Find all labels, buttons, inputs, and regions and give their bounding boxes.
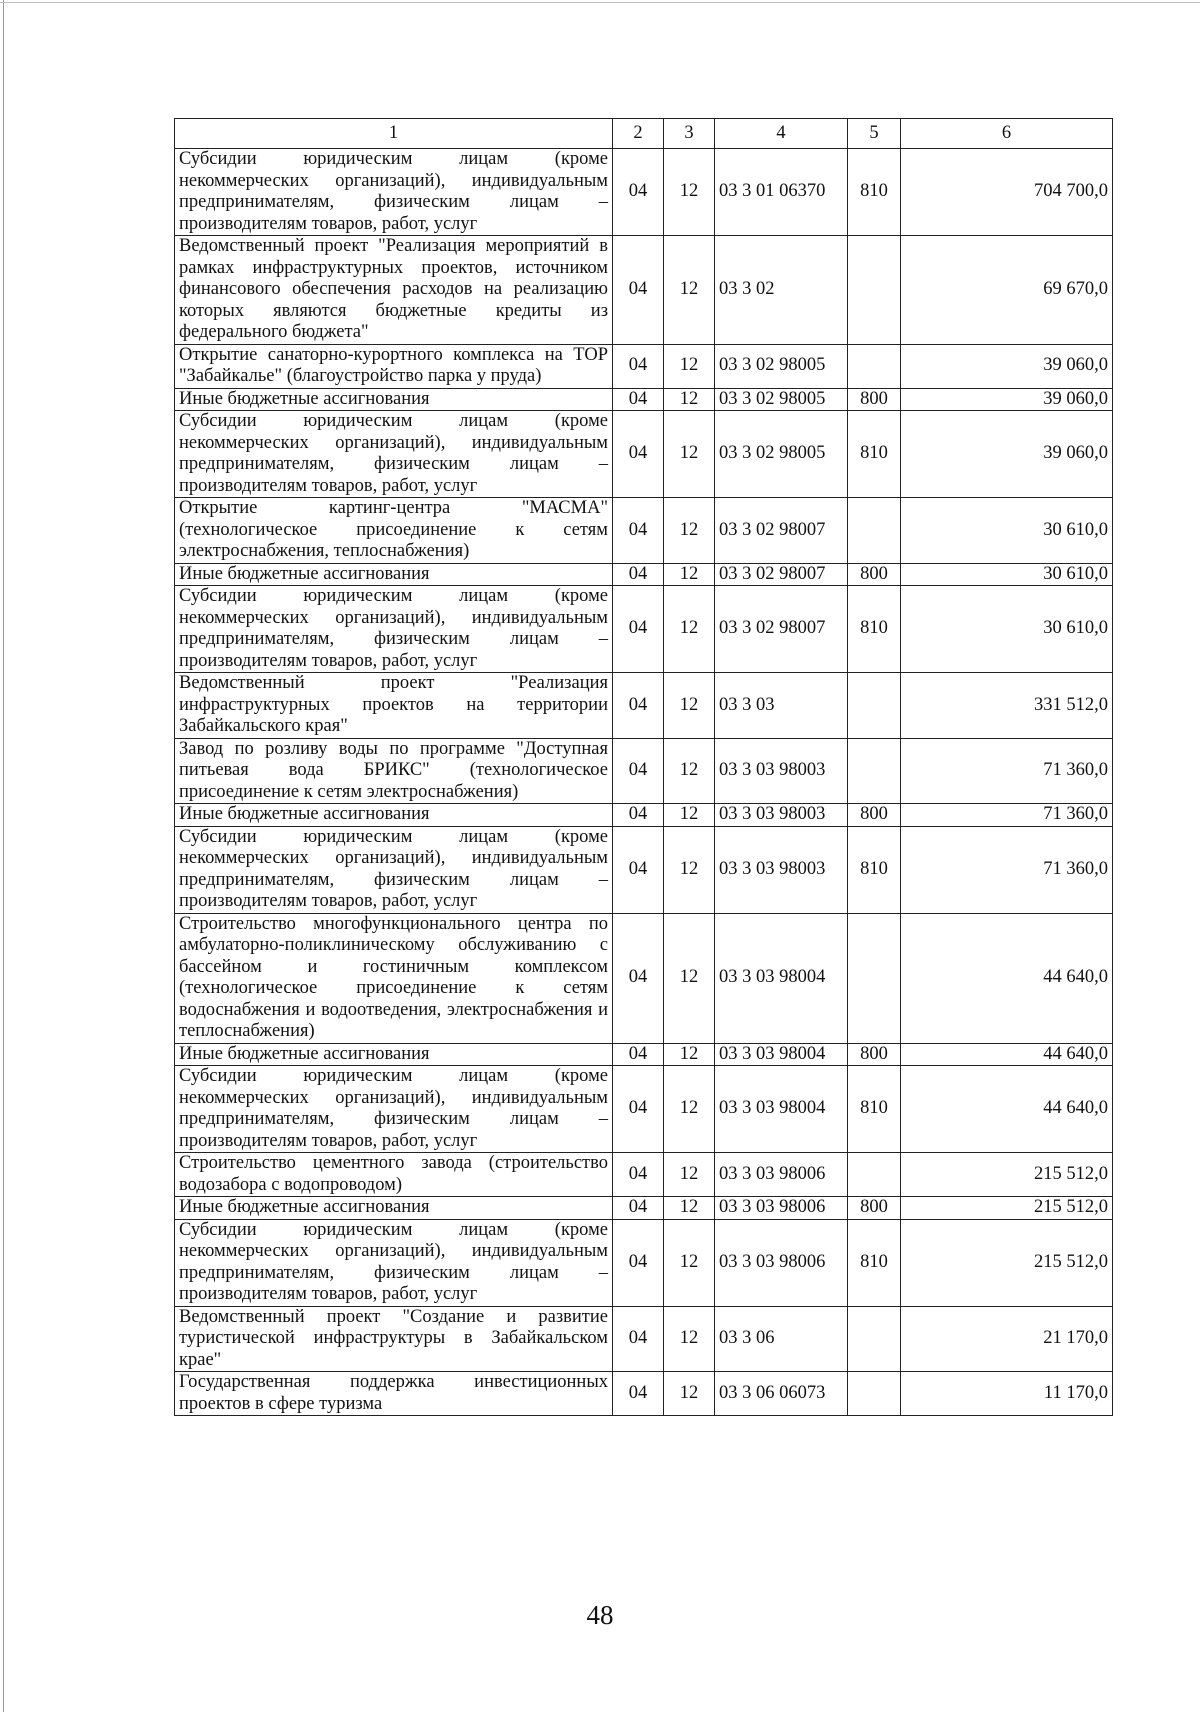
- row-name-cell: Строительство многофункционального центра по амбулаторно-поликлиническому обслуживанию с бассейном и гостиничным комплексом (технологическое присоединение к сетям водоснабжения и водоотведения, электроснабжения и теплоснабжения): [175, 913, 613, 1043]
- table-row: [175, 411, 1113, 498]
- row-name-cell: Субсидии юридическим лицам (кроме некоммерческих организаций), индивидуальным предпринимателям, физическим лицам – производителям товаров, работ, услуг: [175, 586, 613, 673]
- budget-table: [174, 118, 1113, 1416]
- section-cell: 04: [613, 1197, 664, 1220]
- table-header-row: [175, 119, 1113, 149]
- subsection-cell: 12: [664, 344, 715, 388]
- section-cell: 04: [613, 388, 664, 411]
- expense-type-cell: [848, 1306, 901, 1372]
- target-article-cell: 03 3 03 98004: [715, 913, 848, 1043]
- table-row: [175, 1066, 1113, 1153]
- row-name-cell: Иные бюджетные ассигнования: [175, 1197, 613, 1220]
- header-cell: 5: [848, 119, 901, 149]
- expense-type-cell: 800: [848, 563, 901, 586]
- scan-edge-left: [3, 0, 4, 1712]
- amount-cell: 30 610,0: [901, 498, 1113, 564]
- amount-cell: 331 512,0: [901, 673, 1113, 739]
- expense-type-cell: 810: [848, 411, 901, 498]
- expense-type-cell: [848, 1372, 901, 1416]
- section-cell: 04: [613, 236, 664, 345]
- amount-cell: 44 640,0: [901, 913, 1113, 1043]
- table-body: [175, 149, 1113, 1416]
- amount-cell: 71 360,0: [901, 804, 1113, 827]
- expense-type-cell: 800: [848, 1043, 901, 1066]
- table-row: [175, 1372, 1113, 1416]
- expense-type-cell: [848, 1153, 901, 1197]
- section-cell: 04: [613, 1043, 664, 1066]
- amount-cell: 39 060,0: [901, 388, 1113, 411]
- table-row: [175, 344, 1113, 388]
- section-cell: 04: [613, 826, 664, 913]
- expense-type-cell: [848, 738, 901, 804]
- table-row: [175, 586, 1113, 673]
- expense-type-cell: [848, 913, 901, 1043]
- section-cell: 04: [613, 344, 664, 388]
- amount-cell: 21 170,0: [901, 1306, 1113, 1372]
- target-article-cell: 03 3 03 98004: [715, 1066, 848, 1153]
- row-name-cell: Иные бюджетные ассигнования: [175, 563, 613, 586]
- subsection-cell: 12: [664, 1153, 715, 1197]
- row-name-cell: Субсидии юридическим лицам (кроме некоммерческих организаций), индивидуальным предпринимателям, физическим лицам – производителям товаров, работ, услуг: [175, 149, 613, 236]
- section-cell: 04: [613, 586, 664, 673]
- row-name-cell: Государственная поддержка инвестиционных проектов в сфере туризма: [175, 1372, 613, 1416]
- section-cell: 04: [613, 498, 664, 564]
- table-row: [175, 1219, 1113, 1306]
- amount-cell: 30 610,0: [901, 563, 1113, 586]
- section-cell: 04: [613, 1219, 664, 1306]
- target-article-cell: 03 3 03: [715, 673, 848, 739]
- row-name-cell: Открытие санаторно-курортного комплекса на ТОР "Забайкалье" (благоустройство парка у пруда): [175, 344, 613, 388]
- row-name-cell: Иные бюджетные ассигнования: [175, 388, 613, 411]
- row-name-cell: Ведомственный проект "Реализация мероприятий в рамках инфраструктурных проектов, источником финансового обеспечения расходов на реализацию которых являются бюджетные кредиты из федерального бюджета": [175, 236, 613, 345]
- table-row: [175, 913, 1113, 1043]
- amount-cell: 11 170,0: [901, 1372, 1113, 1416]
- amount-cell: 215 512,0: [901, 1197, 1113, 1220]
- amount-cell: 215 512,0: [901, 1219, 1113, 1306]
- row-name-cell: Завод по розливу воды по программе "Доступная питьевая вода БРИКС" (технологическое присоединение к сетям электроснабжения): [175, 738, 613, 804]
- table-row: [175, 1153, 1113, 1197]
- header-cell: 1: [175, 119, 613, 149]
- header-cell: 6: [901, 119, 1113, 149]
- amount-cell: 39 060,0: [901, 344, 1113, 388]
- subsection-cell: 12: [664, 913, 715, 1043]
- subsection-cell: 12: [664, 1372, 715, 1416]
- target-article-cell: 03 3 02 98007: [715, 498, 848, 564]
- header-cell: 3: [664, 119, 715, 149]
- target-article-cell: 03 3 01 06370: [715, 149, 848, 236]
- row-name-cell: Иные бюджетные ассигнования: [175, 804, 613, 827]
- target-article-cell: 03 3 02 98005: [715, 411, 848, 498]
- row-name-cell: Строительство цементного завода (строительство водозабора с водопроводом): [175, 1153, 613, 1197]
- table-row: [175, 498, 1113, 564]
- amount-cell: 704 700,0: [901, 149, 1113, 236]
- section-cell: 04: [613, 1153, 664, 1197]
- amount-cell: 71 360,0: [901, 826, 1113, 913]
- target-article-cell: 03 3 03 98003: [715, 804, 848, 827]
- subsection-cell: 12: [664, 1306, 715, 1372]
- expense-type-cell: 810: [848, 1219, 901, 1306]
- amount-cell: 39 060,0: [901, 411, 1113, 498]
- expense-type-cell: [848, 236, 901, 345]
- subsection-cell: 12: [664, 586, 715, 673]
- table-row: [175, 1306, 1113, 1372]
- subsection-cell: 12: [664, 411, 715, 498]
- subsection-cell: 12: [664, 236, 715, 345]
- section-cell: 04: [613, 149, 664, 236]
- subsection-cell: 12: [664, 1219, 715, 1306]
- target-article-cell: 03 3 03 98003: [715, 826, 848, 913]
- row-name-cell: Субсидии юридическим лицам (кроме некоммерческих организаций), индивидуальным предпринимателям, физическим лицам – производителям товаров, работ, услуг: [175, 411, 613, 498]
- section-cell: 04: [613, 1306, 664, 1372]
- target-article-cell: 03 3 02: [715, 236, 848, 345]
- page-number: 48: [586, 1600, 614, 1630]
- section-cell: 04: [613, 411, 664, 498]
- subsection-cell: 12: [664, 563, 715, 586]
- row-name-cell: Ведомственный проект "Реализация инфраструктурных проектов на территории Забайкальского края": [175, 673, 613, 739]
- expense-type-cell: 810: [848, 826, 901, 913]
- table-row: [175, 388, 1113, 411]
- expense-type-cell: 810: [848, 149, 901, 236]
- expense-type-cell: [848, 673, 901, 739]
- target-article-cell: 03 3 02 98005: [715, 388, 848, 411]
- amount-cell: 44 640,0: [901, 1066, 1113, 1153]
- subsection-cell: 12: [664, 149, 715, 236]
- target-article-cell: 03 3 03 98006: [715, 1153, 848, 1197]
- section-cell: 04: [613, 673, 664, 739]
- target-article-cell: 03 3 02 98007: [715, 563, 848, 586]
- header-cell: 2: [613, 119, 664, 149]
- header-cell: 4: [715, 119, 848, 149]
- subsection-cell: 12: [664, 388, 715, 411]
- table-row: [175, 1043, 1113, 1066]
- section-cell: 04: [613, 563, 664, 586]
- amount-cell: 69 670,0: [901, 236, 1113, 345]
- expense-type-cell: [848, 344, 901, 388]
- section-cell: 04: [613, 1372, 664, 1416]
- amount-cell: 215 512,0: [901, 1153, 1113, 1197]
- table-row: [175, 236, 1113, 345]
- amount-cell: 30 610,0: [901, 586, 1113, 673]
- expense-type-cell: 800: [848, 804, 901, 827]
- target-article-cell: 03 3 03 98004: [715, 1043, 848, 1066]
- subsection-cell: 12: [664, 738, 715, 804]
- subsection-cell: 12: [664, 1066, 715, 1153]
- table-row: [175, 738, 1113, 804]
- expense-type-cell: 810: [848, 586, 901, 673]
- target-article-cell: 03 3 02 98005: [715, 344, 848, 388]
- target-article-cell: 03 3 02 98007: [715, 586, 848, 673]
- subsection-cell: 12: [664, 498, 715, 564]
- row-name-cell: Открытие картинг-центра "МАСМА" (технологическое присоединение к сетям электроснабжения, теплоснабжения): [175, 498, 613, 564]
- subsection-cell: 12: [664, 1197, 715, 1220]
- subsection-cell: 12: [664, 826, 715, 913]
- section-cell: 04: [613, 738, 664, 804]
- expense-type-cell: [848, 498, 901, 564]
- expense-type-cell: 800: [848, 1197, 901, 1220]
- target-article-cell: 03 3 03 98003: [715, 738, 848, 804]
- target-article-cell: 03 3 06 06073: [715, 1372, 848, 1416]
- table-row: [175, 1197, 1113, 1220]
- row-name-cell: Субсидии юридическим лицам (кроме некоммерческих организаций), индивидуальным предпринимателям, физическим лицам – производителям товаров, работ, услуг: [175, 1066, 613, 1153]
- expense-type-cell: 800: [848, 388, 901, 411]
- row-name-cell: Субсидии юридическим лицам (кроме некоммерческих организаций), индивидуальным предпринимателям, физическим лицам – производителям товаров, работ, услуг: [175, 826, 613, 913]
- table-row: [175, 804, 1113, 827]
- table-row: [175, 826, 1113, 913]
- amount-cell: 44 640,0: [901, 1043, 1113, 1066]
- subsection-cell: 12: [664, 673, 715, 739]
- row-name-cell: Субсидии юридическим лицам (кроме некоммерческих организаций), индивидуальным предпринимателям, физическим лицам – производителям товаров, работ, услуг: [175, 1219, 613, 1306]
- row-name-cell: Ведомственный проект "Создание и развитие туристической инфраструктуры в Забайкальском крае": [175, 1306, 613, 1372]
- subsection-cell: 12: [664, 1043, 715, 1066]
- section-cell: 04: [613, 913, 664, 1043]
- target-article-cell: 03 3 06: [715, 1306, 848, 1372]
- table-row: [175, 673, 1113, 739]
- section-cell: 04: [613, 1066, 664, 1153]
- expense-type-cell: 810: [848, 1066, 901, 1153]
- subsection-cell: 12: [664, 804, 715, 827]
- table-row: [175, 149, 1113, 236]
- row-name-cell: Иные бюджетные ассигнования: [175, 1043, 613, 1066]
- scan-edge-top: [0, 2, 1200, 3]
- table-row: [175, 563, 1113, 586]
- target-article-cell: 03 3 03 98006: [715, 1219, 848, 1306]
- section-cell: 04: [613, 804, 664, 827]
- amount-cell: 71 360,0: [901, 738, 1113, 804]
- target-article-cell: 03 3 03 98006: [715, 1197, 848, 1220]
